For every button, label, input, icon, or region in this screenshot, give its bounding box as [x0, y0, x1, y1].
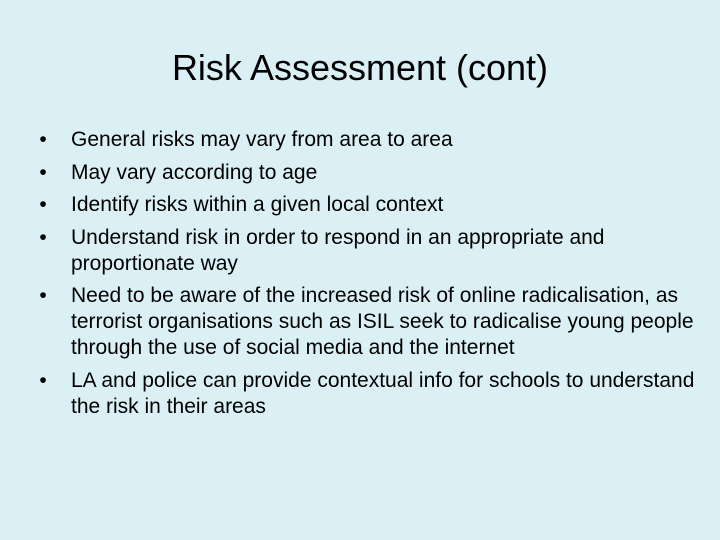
bullet-dot-icon: •	[39, 368, 47, 392]
bullet-item	[36, 225, 696, 277]
bullet-dot-icon: •	[39, 225, 47, 249]
bullet-item	[36, 127, 696, 153]
bullet-dot-icon: •	[39, 193, 47, 216]
bullet-item	[36, 160, 696, 186]
bullet-text: Need to be aware of the increased risk of online radicalisation, as terrorist organisations such as ISIL seek to radicalise young people through the use of social media and the internet	[71, 284, 694, 359]
bullet-text: LA and police can provide contextual info for schools to understand the risk in their areas	[71, 368, 695, 418]
bullet-dot-icon: •	[39, 128, 47, 151]
bullet-item	[36, 192, 696, 218]
bullet-list	[36, 127, 696, 426]
slide-title: Risk Assessment (cont)	[171, 47, 549, 88]
bullet-text: Identify risks within a given local context	[71, 193, 444, 216]
bullet-dot-icon: •	[39, 284, 47, 307]
bullet-text: General risks may vary from area to area	[71, 128, 453, 151]
bullet-text: Understand risk in order to respond in an appropriate and proportionate way	[71, 225, 605, 275]
bullet-item	[36, 283, 696, 361]
bullet-text: May vary according to age	[71, 160, 318, 184]
bullet-dot-icon: •	[39, 160, 47, 184]
bullet-item	[36, 368, 696, 420]
